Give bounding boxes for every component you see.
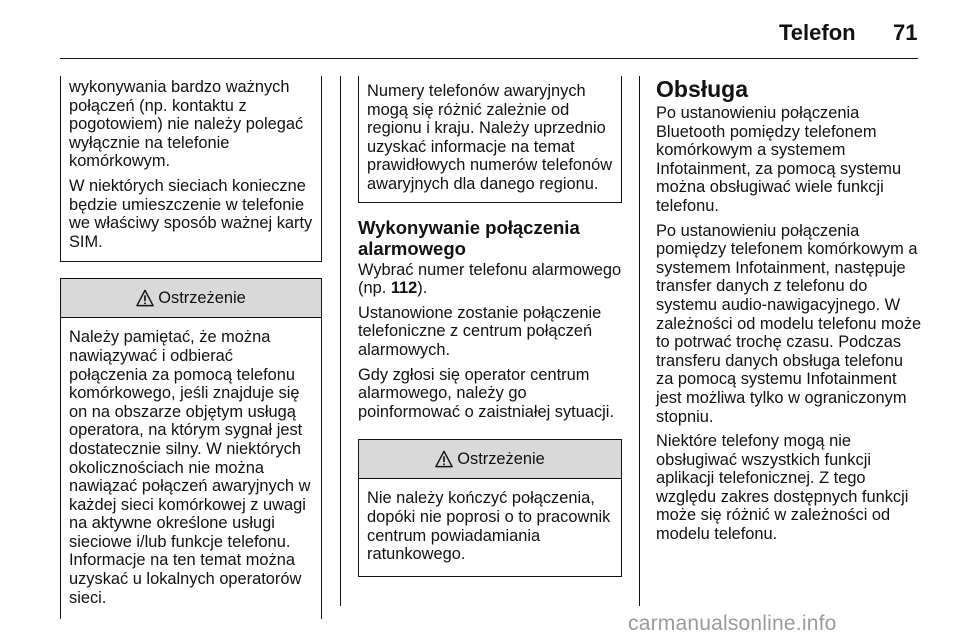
section-title: Obsługa (656, 76, 749, 102)
warning-header (359, 440, 621, 479)
column-divider-right (639, 76, 640, 606)
warning-header (61, 279, 321, 318)
column-divider-left (340, 76, 341, 606)
warning-body (359, 479, 621, 575)
warning-box (60, 278, 322, 619)
warning-title: Ostrzeżenie (457, 450, 545, 469)
continued-note-box (60, 76, 322, 262)
body-paragraph: Po ustanowieniu połączenia Bluetooth pomiędzy telefonem komórkowym a systemem Infotainment, za pomocą systemu można obsługiwać wiele funkcji telefonu. (656, 104, 902, 215)
body-paragraph: Niektóre telefony mogą nie obsługiwać wszystkich funkcji aplikacji telefonicznej. Z tego względu zakres dostępnych funkcji może się różnić w zależności od modelu telefonu. (656, 432, 909, 544)
section-paragraph: Ustanowione zostanie połączenie telefoniczne z centrum połączeń alarmowych. (358, 303, 602, 359)
section-heading: Wykonywanie połączenia alarmowego (358, 216, 580, 259)
page-number: 71 (893, 20, 918, 45)
section-paragraph: Wybrać numer telefonu alarmowego (np. 112). (358, 260, 622, 298)
header-rule (60, 58, 918, 59)
note-text: Numery telefonów awaryjnych mogą się różnić zależnie od regionu i kraju. Należy uprzednio uzyskać informacje na temat prawidłowych numerów telefonów awaryjnych dla danego regionu. (367, 82, 613, 193)
body-paragraph: Po ustanowieniu połączenia pomiędzy telefonem komórkowym a systemem Infotainment, następuje transfer danych z telefonu do systemu audio-nawigacyjnego. W zależności od modelu telefonu może to potrwać trochę czasu. Podczas transferu danych obsługa telefonu za pomocą systemu Infotainment jest możliwa tylko w ograniczonym stopniu. (656, 221, 922, 426)
warning-triangle-icon (435, 450, 453, 468)
section-paragraph: Gdy zgłosi się operator centrum alarmowego, należy go poinformować o zaistniałej sytuacji. (358, 365, 614, 421)
note-paragraph: W niektórych sieciach konieczne będzie umieszczenie w telefonie we właściwy sposób ważnej karty SIM. (69, 176, 313, 251)
emergency-numbers-note (358, 76, 622, 203)
warning-box (358, 439, 622, 576)
warning-title: Ostrzeżenie (158, 289, 246, 308)
page-title: Telefon (779, 20, 856, 45)
column-2 (358, 76, 622, 577)
warning-text: Nie należy kończyć połączenia, dopóki nie poprosi o to pracownik centrum powiadamiania ratunkowego. (367, 489, 611, 564)
watermark: carmanualsonline.info (628, 612, 837, 635)
column-3 (656, 76, 922, 550)
page-reference: 112 (390, 279, 418, 298)
warning-body (61, 318, 321, 619)
note-paragraph: wykonywania bardzo ważnych połączeń (np. kontaktu z pogotowiem) nie należy polegać wyłącznie na telefonie komórkowym. (69, 78, 304, 171)
column-1 (60, 76, 322, 619)
warning-triangle-icon (136, 289, 154, 307)
page-header (0, 0, 960, 62)
warning-text: Należy pamiętać, że można nawiązywać i odbierać połączenia za pomocą telefonu komórkowego, jeśli znajduje się on na obszarze objętym usługą operatora, na którym sygnał jest dostatecznie silny. W niektórych okolicznościach nie można nawiązać połączeń awaryjnych w każdej sieci komórkowej z uwagi na aktywne określone usługi sieciowe i/lub funkcje telefonu. Informacje na ten temat można uzyskać u lokalnych operatorów sieci. (69, 328, 311, 607)
